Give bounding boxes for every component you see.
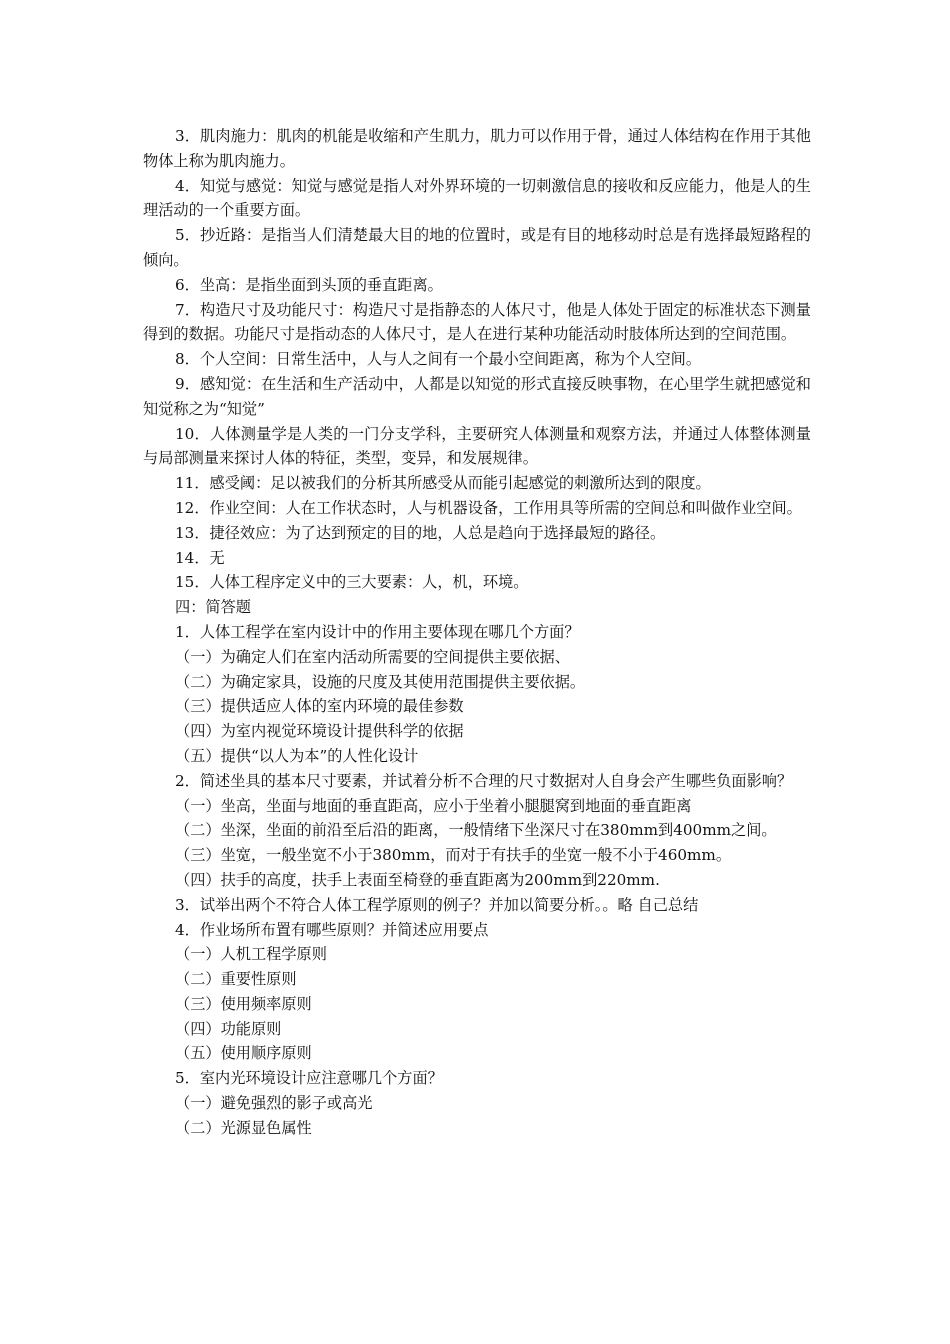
paragraph: （五）使用顺序原则 xyxy=(175,1044,312,1063)
paragraph: （一）坐高，坐面与地面的垂直距高，应小于坐着小腿腿窝到地面的垂直距离 xyxy=(175,796,692,815)
paragraph: 7．构造尺寸及功能尺寸：构造尺寸是指静态的人体尺寸，他是人体处于固定的标准状态下测量得到的数据。功能尺寸是指动态的人体尺寸，是人在进行某种功能活动时肢体所达到的空间范围。 xyxy=(143,300,811,344)
paragraph: 14．无 xyxy=(175,548,225,567)
paragraph: 2．简述坐具的基本尺寸要素，并试着分析不合理的尺寸数据对人自身会产生哪些负面影响？ xyxy=(175,771,793,790)
paragraph: （四）扶手的高度，扶手上表面至椅登的垂直距离为200mm到220mm. xyxy=(175,870,660,889)
paragraph: 10．人体测量学是人类的一门分支学科，主要研究人体测量和观察方法，并通过人体整体测量与局部测量来探讨人体的特征，类型，变异，和发展规律。 xyxy=(143,424,811,468)
paragraph: 4．知觉与感觉：知觉与感觉是指人对外界环境的一切刺激信息的接收和反应能力，他是人的生理活动的一个重要方面。 xyxy=(143,176,811,220)
paragraph: （四）功能原则 xyxy=(175,1019,282,1038)
paragraph: 8．个人空间：日常生活中，人与人之间有一个最小空间距离，称为个人空间。 xyxy=(175,350,702,369)
paragraph: 1．人体工程学在室内设计中的作用主要体现在哪几个方面？ xyxy=(175,622,580,641)
paragraph: （三）坐宽，一般坐宽不小于380mm，而对于有扶手的坐宽一般不小于460mm。 xyxy=(175,846,732,865)
paragraph: 3．试举出两个不符合人体工程学原则的例子？并加以简要分析。。略 自己总结 xyxy=(175,895,699,914)
paragraph: 9．感知觉：在生活和生产活动中，人都是以知觉的形式直接反映事物，在心里学生就把感觉和知觉称之为“知觉” xyxy=(143,374,811,418)
paragraph: （二）为确定家具，设施的尺度及其使用范围提供主要依据。 xyxy=(175,672,586,691)
document-body xyxy=(143,124,811,1141)
paragraph: （二）坐深，坐面的前沿至后沿的距离，一般情绪下坐深尺寸在380mm到400mm之间。 xyxy=(175,821,777,840)
paragraph: （二）重要性原则 xyxy=(175,970,297,989)
paragraph: 5．室内光环境设计应注意哪几个方面？ xyxy=(175,1069,443,1088)
paragraph: 12．作业空间：人在工作状态时，人与机器设备，工作用具等所需的空间总和叫做作业空间。 xyxy=(175,498,802,517)
paragraph: （三）使用频率原则 xyxy=(175,994,312,1013)
paragraph: （一）避免强烈的影子或高光 xyxy=(175,1094,373,1113)
paragraph: 6．坐高：是指坐面到头顶的垂直距离。 xyxy=(175,275,443,294)
paragraph: （二）光源显色属性 xyxy=(175,1118,312,1137)
paragraph: 4．作业场所布置有哪些原则？并简述应用要点 xyxy=(175,920,489,939)
paragraph: （一）人机工程学原则 xyxy=(175,945,327,964)
paragraph: （三）提供适应人体的室内环境的最佳参数 xyxy=(175,697,464,716)
paragraph: （一）为确定人们在室内活动所需要的空间提供主要依据、 xyxy=(175,647,570,666)
paragraph: 四：简答题 xyxy=(175,598,251,617)
paragraph: （四）为室内视觉环境设计提供科学的依据 xyxy=(175,722,464,741)
paragraph: 11．感受阈：足以被我们的分析其所感受从而能引起感觉的刺激所达到的限度。 xyxy=(175,474,711,493)
paragraph: （五）提供“以人为本”的人性化设计 xyxy=(175,746,419,765)
paragraph: 3．肌肉施力：肌肉的机能是收缩和产生肌力，肌力可以作用于骨，通过人体结构在作用于其他物体上称为肌肉施力。 xyxy=(143,127,811,170)
paragraph: 5．抄近路：是指当人们清楚最大目的地的位置时，或是有目的地移动时总是有选择最短路程的倾向。 xyxy=(143,226,811,269)
paragraph: 15．人体工程序定义中的三大要素：人，机，环境。 xyxy=(175,573,529,592)
paragraph: 13．捷径效应：为了达到预定的目的地，人总是趋向于选择最短的路径。 xyxy=(175,523,666,542)
